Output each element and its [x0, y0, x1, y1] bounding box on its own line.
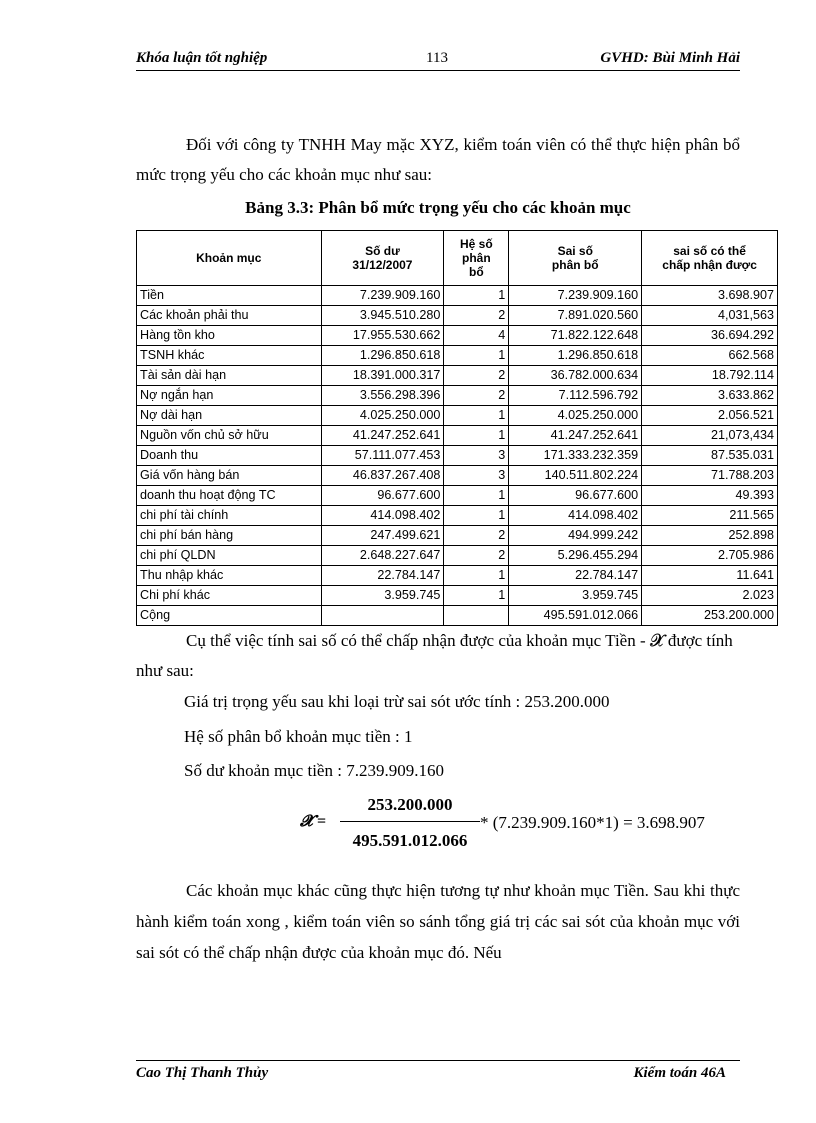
footer-class: Kiểm toán 46A	[633, 1065, 726, 1081]
cell-balance: 17.955.530.662	[321, 326, 444, 346]
cell-coef: 1	[444, 426, 509, 446]
table-row	[137, 406, 778, 426]
header-advisor: GVHD: Bùi Minh Hải	[600, 50, 740, 66]
cell-error: 3.959.745	[509, 586, 642, 606]
intro-paragraph: Đối với công ty TNHH May mặc XYZ, kiểm toán viên có thể thực hiện phân bổ mức trọng yếu cho các khoản mục như sau:	[136, 135, 740, 184]
cell-acceptable: 36.694.292	[642, 326, 778, 346]
table-row	[137, 326, 778, 346]
cell-error: 1.296.850.618	[509, 346, 642, 366]
cell-error: 7.891.020.560	[509, 306, 642, 326]
header-coefficient: Hệ số phân bổ	[444, 231, 509, 286]
table-row	[137, 366, 778, 386]
table-row	[137, 426, 778, 446]
cell-balance: 46.837.267.408	[321, 466, 444, 486]
cell-item: Thu nhập khác	[137, 566, 322, 586]
formula-numerator: 253.200.000	[367, 795, 453, 814]
cell-balance: 3.959.745	[321, 586, 444, 606]
cell-acceptable: 253.200.000	[642, 606, 778, 626]
cell-balance: 3.945.510.280	[321, 306, 444, 326]
table-row	[137, 606, 778, 626]
cell-acceptable: 4,031,563	[642, 306, 778, 326]
cell-item: Nợ ngắn hạn	[137, 386, 322, 406]
table-row	[137, 346, 778, 366]
table-row	[137, 586, 778, 606]
closing-paragraph: Các khoản mục khác cũng thực hiện tương tự như khoản mục Tiền. Sau khi thực hành kiểm toán xong , kiểm toán viên so sánh tổng giá trị các sai sót của khoản mục với sai sót có thể chấp nhận được của khoản mục đó. Nếu	[136, 881, 740, 962]
cell-balance: 96.677.600	[321, 486, 444, 506]
cell-error: 22.784.147	[509, 566, 642, 586]
materiality-value-line: Giá trị trọng yếu sau khi loại trừ sai sót ước tính : 253.200.000	[184, 692, 610, 711]
page-footer	[136, 1060, 740, 1081]
cell-error: 414.098.402	[509, 506, 642, 526]
cell-coef	[444, 606, 509, 626]
cell-acceptable: 252.898	[642, 526, 778, 546]
formula-result: * (7.239.909.160*1) = 3.698.907	[480, 813, 705, 832]
cell-coef: 1	[444, 286, 509, 306]
cell-coef: 3	[444, 466, 509, 486]
cell-item: chi phí bán hàng	[137, 526, 322, 546]
cell-item: Doanh thu	[137, 446, 322, 466]
cell-item: Chi phí khác	[137, 586, 322, 606]
cell-balance: 41.247.252.641	[321, 426, 444, 446]
cell-balance: 1.296.850.618	[321, 346, 444, 366]
table-row	[137, 466, 778, 486]
table-row	[137, 526, 778, 546]
cash-balance-line: Số dư khoản mục tiền : 7.239.909.160	[184, 761, 444, 780]
cell-coef: 1	[444, 506, 509, 526]
cell-item: Tài sản dài hạn	[137, 366, 322, 386]
formula-variable: 𝓧 =	[300, 813, 327, 830]
cell-item: Cộng	[137, 606, 322, 626]
header-balance: Số dư 31/12/2007	[321, 231, 444, 286]
cell-acceptable: 2.023	[642, 586, 778, 606]
cell-error: 171.333.232.359	[509, 446, 642, 466]
table-row	[137, 506, 778, 526]
table-body	[137, 286, 778, 626]
table-header-row	[137, 231, 778, 286]
cell-error: 7.239.909.160	[509, 286, 642, 306]
cell-error: 494.999.242	[509, 526, 642, 546]
cell-acceptable: 49.393	[642, 486, 778, 506]
materiality-allocation-table	[136, 230, 778, 626]
coefficient-line: Hệ số phân bổ khoản mục tiền : 1	[184, 727, 413, 746]
cell-coef: 2	[444, 386, 509, 406]
cell-acceptable: 2.705.986	[642, 546, 778, 566]
formula-denominator: 495.591.012.066	[352, 831, 468, 850]
cell-error: 495.591.012.066	[509, 606, 642, 626]
cell-acceptable: 87.535.031	[642, 446, 778, 466]
cell-item: Tiền	[137, 286, 322, 306]
cell-error: 96.677.600	[509, 486, 642, 506]
cell-acceptable: 71.788.203	[642, 466, 778, 486]
header-item: Khoản mục	[137, 231, 322, 286]
cell-coef: 2	[444, 306, 509, 326]
cell-error: 71.822.122.648	[509, 326, 642, 346]
cell-balance: 57.111.077.453	[321, 446, 444, 466]
explain-paragraph: Cụ thể việc tính sai số có thể chấp nhận được của khoản mục Tiền - 𝓧 được tính như sau:	[136, 631, 733, 680]
cell-acceptable: 2.056.521	[642, 406, 778, 426]
cell-item: chi phí tài chính	[137, 506, 322, 526]
cell-error: 4.025.250.000	[509, 406, 642, 426]
cell-acceptable: 18.792.114	[642, 366, 778, 386]
cell-balance	[321, 606, 444, 626]
cell-coef: 2	[444, 526, 509, 546]
cell-error: 36.782.000.634	[509, 366, 642, 386]
cell-item: Nợ dài hạn	[137, 406, 322, 426]
cell-error: 7.112.596.792	[509, 386, 642, 406]
header-thesis-title: Khóa luận tốt nghiệp	[136, 50, 268, 66]
table-caption: Bảng 3.3: Phân bổ mức trọng yếu cho các khoản mục	[245, 198, 631, 217]
fraction-bar	[340, 821, 480, 822]
table-row	[137, 446, 778, 466]
page-header	[136, 50, 740, 71]
header-acceptable-error: sai số có thể chấp nhận được	[642, 231, 778, 286]
cell-item: Giá vốn hàng bán	[137, 466, 322, 486]
cell-coef: 3	[444, 446, 509, 466]
header-page-number: 113	[426, 50, 448, 66]
table-row	[137, 286, 778, 306]
table-row	[137, 386, 778, 406]
header-allocated-error: Sai số phân bổ	[509, 231, 642, 286]
cell-coef: 1	[444, 566, 509, 586]
calculation-formula	[300, 795, 760, 855]
cell-coef: 1	[444, 486, 509, 506]
cell-coef: 1	[444, 586, 509, 606]
table-row	[137, 486, 778, 506]
cell-acceptable: 3.698.907	[642, 286, 778, 306]
cell-item: chi phí QLDN	[137, 546, 322, 566]
cell-item: Các khoản phải thu	[137, 306, 322, 326]
cell-balance: 4.025.250.000	[321, 406, 444, 426]
cell-error: 5.296.455.294	[509, 546, 642, 566]
cell-item: Hàng tồn kho	[137, 326, 322, 346]
table-row	[137, 306, 778, 326]
cell-item: Nguồn vốn chủ sở hữu	[137, 426, 322, 446]
cell-error: 140.511.802.224	[509, 466, 642, 486]
cell-item: doanh thu hoạt động TC	[137, 486, 322, 506]
footer-author: Cao Thị Thanh Thủy	[136, 1065, 269, 1081]
cell-coef: 1	[444, 346, 509, 366]
cell-item: TSNH khác	[137, 346, 322, 366]
cell-balance: 2.648.227.647	[321, 546, 444, 566]
cell-acceptable: 211.565	[642, 506, 778, 526]
cell-balance: 18.391.000.317	[321, 366, 444, 386]
cell-acceptable: 11.641	[642, 566, 778, 586]
cell-balance: 247.499.621	[321, 526, 444, 546]
cell-coef: 1	[444, 406, 509, 426]
cell-coef: 2	[444, 546, 509, 566]
table-row	[137, 546, 778, 566]
cell-balance: 3.556.298.396	[321, 386, 444, 406]
cell-acceptable: 21,073,434	[642, 426, 778, 446]
table-row	[137, 566, 778, 586]
cell-acceptable: 3.633.862	[642, 386, 778, 406]
cell-coef: 2	[444, 366, 509, 386]
cell-coef: 4	[444, 326, 509, 346]
cell-balance: 22.784.147	[321, 566, 444, 586]
cell-acceptable: 662.568	[642, 346, 778, 366]
cell-balance: 7.239.909.160	[321, 286, 444, 306]
cell-error: 41.247.252.641	[509, 426, 642, 446]
cell-balance: 414.098.402	[321, 506, 444, 526]
